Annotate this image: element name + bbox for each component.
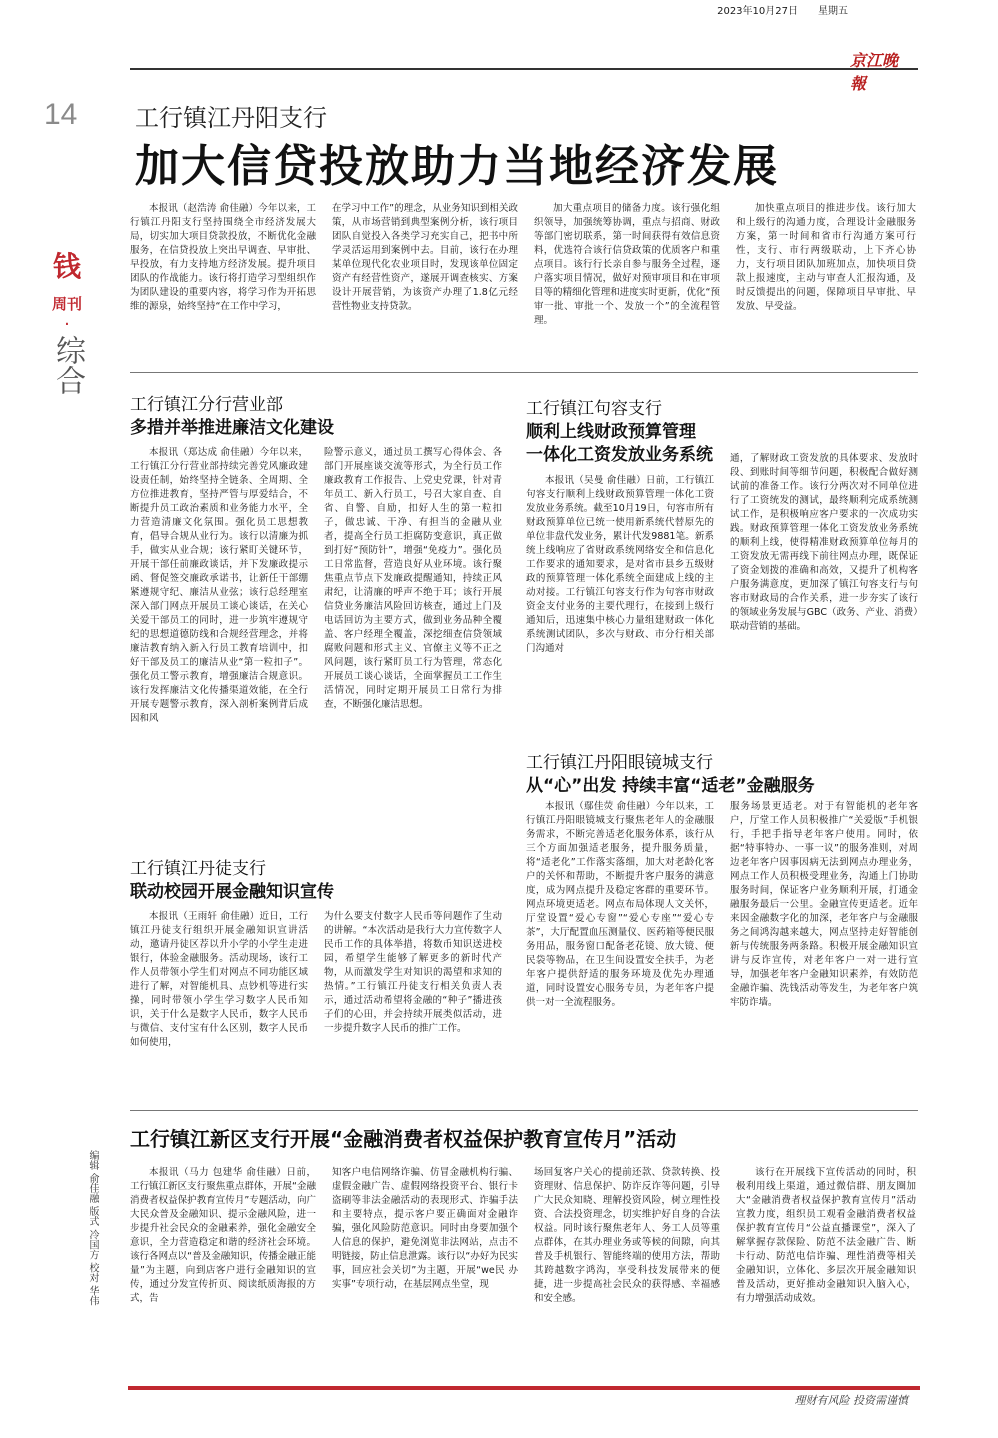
article-5-title: 工行镇江新区支行开展“金融消费者权益保护教育宣传月”活动 — [130, 1127, 677, 1151]
article-3-col-2: 服务场景更适老。对于有智能机的老年客户，厅堂工作人员积极推广“关爱版”手机银行，手把手指导老年客户使用。同时，依据“特事特办、一事一议”的服务准则，对周边老年客户因事因病无法到网点办理业务，网点工作人员积极受理业务，沟通上门协助服务时间，保证客户业务顺利开展，打通金融服务最后一公里。金融宣传更适老。近年来因金融数字化的加深，老年客户与金融服务之间鸿沟越来越大，网点坚持走好智能创新与传统服务两条路。积极开展金融知识宣讲与反诈宣传，对老年客户一对一进行宣导，加强老年客户金融知识素养，有效防范金融诈骗、洗钱活动等发生，为老年客户筑牢防诈墙。 — [730, 801, 918, 1008]
lead-subtitle: 工行镇江丹阳支行 — [135, 104, 327, 132]
article-1-col-1: 本报讯（郑达成 俞佳融）今年以来，工行镇江分行营业部持续完善党风廉政建设责任制，始终坚持全链条、全周期、全方位推进教育，坚持严管与厚爱结合，不断提升员工政治素质和业务能力水平，全力营造清廉文化氛围。强化员工思想教育，倡导合规从业行为。该行以清廉为抓手，做实从业合规；该行紧盯关键环节，开展干部任前廉政谈话，并下发廉政提示函、督促签交廉政承诺书，让新任干部绷紧遵规守纪、廉洁从业弦；该行总经理室深入部门网点开展员工谈心谈话，在关心关爱干部员工的同时，进一步筑牢遵规守纪的思想道德防线和合规经营理念，并将廉洁教育纳入新入行员工教育培训中，扣好干部及员工的廉洁从业“第一粒扣子”。强化员工警示教育，增强廉洁合规意识。该行发挥廉洁文化传播渠道效能，在全行开展专题警示教育，深入剖析案例背后成因和风 — [130, 447, 308, 724]
article-3-title: 从“心”出发 持续丰富“适老”金融服务 — [526, 776, 815, 796]
article-4-col-2: 为什么要支付数字人民币等问题作了生动的讲解。“本次活动是我行大力宣传数字人民币工作的具体举措，将数币知识送进校园，希望学生能够了解更多的新时代产物，从而激发学生对知识的渴望和求知的热情。”工行镇江丹徒支行相关负责人表示，通过活动希望将金融的“种子”播进孩子们的心田，并会持续开展类似活动，进一步提升数字人民币的推广工作。 — [324, 911, 502, 1034]
lead-col-2: 在学习中工作”的理念，从业务知识到相关政策，从市场营销到典型案例分析，该行项目团队自觉投入各类学习充实自己，把书中所学灵活运用到案例中去。目前，该行在办理某单位现代化农业项目时，发现该单位固定资产有经营性资产，遂展开调查核实、方案设计开展营销，为该资产办理了1.8亿元经营性物业支持贷款。 — [332, 203, 518, 312]
lead-headline: 加大信贷投放助力当地经济发展 — [135, 141, 779, 192]
article-1-body — [130, 446, 508, 726]
article-2-body — [526, 453, 920, 656]
article-3-kicker: 工行镇江丹阳眼镜城支行 — [526, 753, 713, 773]
article-4-kicker: 工行镇江丹徒支行 — [130, 859, 266, 879]
article-3-col-1: 本报讯（鄢佳荧 俞佳融）今年以来，工行镇江丹阳眼镜城支行聚焦老年人的金融服务需求，不断完善适老化服务体系，该行从三个方面加强适老服务，提升服务质量，将“适老化”工作落实落细，加大对老龄化客户的关怀和帮助，不断提升客户服务的满意度，成为网点提升及稳定客群的重要环节。网点环境更适老。网点布局体现人文关怀，厅堂设置“爱心专窗”“爱心专座”“爱心专茶”，大厅配置血压测量仪、医药箱等便民服务用品，服务窗口配备老花镜、放大镜、便民袋等物品，在卫生间设置安全扶手，为老年客户提供舒适的服务环境及优先办理通道，同时设置安心服务专员，为老年客户提供一对一全流程服务。 — [526, 801, 714, 1008]
editor-credits: 编辑 俞佳融 版式 冷国方 校对 华伟 — [87, 1150, 98, 1306]
newspaper-logo: 京江晚報 — [850, 51, 899, 93]
lead-col-1: 本报讯（赵浩涛 俞佳融）今年以来，工行镇江丹阳支行坚持围绕全市经济发展大局，切实加大项目贷款投放，不断优化金融服务，在信贷投放上突出早调查、早审批、早投放，有力支持地方经济发展。提升项目团队的作战能力。该行将打造学习型组织作为团队建设的重要内容，将学习作为开拓思维的源泉，始终坚持“在工作中学习， — [130, 203, 316, 312]
article-2-headline — [526, 398, 713, 467]
article-1-col-2: 险警示意义，通过员工撰写心得体会、各部门开展座谈交流等形式，为全行员工作廉政教育工作报告、上党史党课，针对青年员工、新入行员工，号召大家自查、自省、自警、自励，扣好人生的第一粒扣子，做忠诚、干净、有担当的金融从业者，提高全行员工拒腐防变意识，真正做到打好“预防针”，增强“免疫力”。强化员工日常监督，营造良好从业环境。该行聚焦重点节点下发廉政提醒通知，持续正风肃纪，让清廉的呼声不绝于耳；该行开展信贷业务廉洁风险回访核查，通过上门及电话回访为主要方式，做到业务品种全覆盖、客户经理全覆盖，深挖细查信贷领域腐败问题和形式主义、官僚主义等不正之风问题，该行紧盯员工行为管理，常态化开展员工谈心谈话，全面掌握员工工作生活情况，同时定期开展员工日常行为排查，不断强化廉洁思想。 — [324, 447, 502, 710]
lead-col-4: 加快重点项目的推进步伐。该行加大和上级行的沟通力度，合理设计金融服务方案，第一时间和省市行沟通方案可行性，支行、市行两级联动，上下齐心协力，支行项目团队加班加点，加快项目贷款上报速度，主动与审查人汇报沟通，及时反馈提出的问题，保障项目早审批、早发放、早受益。 — [736, 203, 916, 312]
article-2-title-1: 顺利上线财政预算管理 — [526, 422, 696, 442]
section-label — [38, 245, 96, 395]
article-5-col-3: 场回复客户关心的提前还款、贷款转换、投资理财、信息保护、防诈反诈等问题，引导广大民众知晓、理解投资风险，树立理性投资、合法投资理念，切实维护好自身的合法权益。同时该行聚焦老年人、务工人员等重点群体，在其办理业务或等候的间隙，向其普及手机银行、智能终端的使用方法，帮助其跨越数字鸿沟，享受科技发展带来的便捷，进一步提高社会民众的获得感、幸福感和安全感。 — [534, 1167, 720, 1304]
article-1-title: 多措并举推进廉洁文化建设 — [130, 418, 334, 438]
divider — [130, 372, 918, 373]
article-1-kicker: 工行镇江分行营业部 — [130, 395, 283, 415]
footer-bar — [128, 1386, 920, 1390]
article-5-col-4: 该行在开展线下宣传活动的同时，积极利用线上渠道，通过微信群、朋友圈加大“金融消费者权益保护教育宣传月”活动宣教力度，组织员工观看金融消费者权益保护教育宣传月“公益直播课堂”，深入了解掌握存款保险、防范不法金融广告、断卡行动、防范电信诈骗、理性消费等相关金融知识，立体化、多层次开展金融知识普及活动，更好推动金融知识入脑入心，有力增强活动成效。 — [736, 1167, 916, 1304]
section-name: 综合 — [50, 335, 85, 395]
article-2-kicker: 工行镇江句容支行 — [526, 399, 662, 419]
divider — [130, 1110, 918, 1111]
article-3-headline — [526, 752, 815, 798]
article-4-title: 联动校园开展金融知识宣传 — [130, 882, 334, 902]
article-5-body — [130, 1166, 920, 1306]
article-2-col-2: 通，了解财政工资发放的具体要求、发放时段、到账时间等细节问题，积极配合做好测试前的准备工作。该行分两次对不同单位进行了工资统发的测试，最终顺利完成系统测试工作，是积极响应客户要求的一次成功实践。财政预算管理一体化工资发放业务系统的顺利上线，使得精准财政预算单位每月的工资发放无需再线下前往网点办理，既保证了资金划拨的准确和高效，又提升了机构客户服务满意度，更加深了镇江句容支行与句容市财政局的合作关系，进一步夯实了该行的领域业务发展与GBC（政务、产业、消费）联动营销的基础。 — [730, 453, 918, 632]
article-2-col-1: 本报讯（吴曼 俞佳融）日前，工行镇江句容支行顺利上线财政预算管理一体化工资发放业务系统。截至10月19日，句容市所有财政预算单位已统一使用新系统代替原先的单位非盘代发业务，累计代发9881笔。新系统上线响应了省财政系统网络安全和信息化工作要求的通知要求，是对省市县乡五级财政的预算管理一体化系统全面建成上线的主动对接。工行镇江句容支行作为句容市财政资金支付业务的主要代理行，在接到上级行通知后，迅速集中核心力量组建财政一体化系统测试团队，多次与财政、市分行相关部门沟通对 — [526, 475, 714, 654]
lead-col-3: 加大重点项目的储备力度。该行强化组织领导，加强统筹协调，重点与招商、财政等部门密切联系，第一时间获得有效信息资料，优选符合该行信贷政策的优质客户和重点项目。该行行长亲自参与服务全过程，逐户落实项目情况，做好对预审项目和在审项目等的精细化管理和进度实时更新，优化“预审一批、审批一个、发放一个”的全流程管理。 — [534, 203, 720, 326]
footer-slogan: 理财有风险 投资需谨慎 — [794, 1394, 908, 1407]
section-weekly: 周刊 — [51, 295, 82, 313]
article-3-body — [526, 800, 920, 1010]
article-2-title-2: 一体化工资发放业务系统 — [526, 445, 713, 465]
article-4-headline — [130, 858, 334, 904]
article-1-headline — [130, 394, 334, 440]
article-5-col-2: 知客户电信网络诈骗、仿冒金融机构行骗、虚假金融广告、虚假网络投资平台、银行卡盗刷等非法金融活动的表现形式、诈骗手法和主要特点，提示客户要正确面对金融诈骗，强化风险防范意识。同时由身要加强个人信息的保护，避免浏览非法网站，点击不明链接，防止信息泄露。该行以“办好为民实事，回应社会关切”为主题，开展“we民 办实事”专项行动，在基层网点坐堂，现 — [332, 1167, 518, 1290]
article-4-body — [130, 910, 508, 1050]
issue-date: 2023年10月27日 — [717, 6, 798, 17]
issue-weekday: 星期五 — [818, 6, 848, 17]
section-char: 钱 — [52, 250, 81, 283]
article-4-col-1: 本报讯（王雨轩 俞佳融）近日，工行镇江丹徒支行组织开展金融知识宣讲活动，邀请丹徒区荐以升小学的小学生走进银行，体验金融服务。活动现场，该行工作人员带领小学生们对网点不同功能区域进行了解，对智能机具、点钞机等进行实操，同时带领小学生学习数字人民币知识，关于什么是数字人民币，数字人民币与微信、支付宝有什么区别，数字人民币如何使用， — [130, 911, 308, 1048]
article-5-col-1: 本报讯（马力 包建华 俞佳融）日前，工行镇江新区支行聚焦重点群体，开展“金融消费者权益保护教育宣传月”专题活动，向广大民众普及金融知识、提示金融风险，进一步提升社会民众的金融素养，强化金融安全意识，全力营造稳定和谐的经济社会环境。该行各网点以“普及金融知识，传播金融正能量”为主题，向到店客户进行金融知识的宣传，通过分发宣传折页、阅读纸质海报的方式，告 — [130, 1167, 316, 1304]
lead-body — [130, 202, 920, 328]
article-5-headline — [130, 1128, 676, 1151]
page-number: 14 — [44, 98, 78, 131]
section-dot: · — [64, 314, 70, 335]
